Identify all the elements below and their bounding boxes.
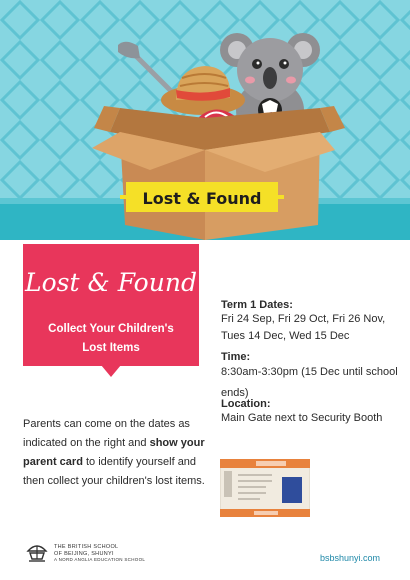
- cardboard-box-icon: [92, 106, 345, 240]
- card-subtitle-line2: Lost Items: [82, 342, 140, 354]
- location-section: [221, 398, 406, 427]
- instructions-paragraph: [23, 415, 208, 491]
- card-subtitle-line1: Collect Your Children's: [48, 323, 174, 335]
- para-text-2: to identify yourself and then collect your children's lost items.: [23, 456, 205, 487]
- time-line1: 8:30am-3:30pm (15 Dec until school: [221, 366, 398, 378]
- term-dates-section: [221, 299, 406, 345]
- location-line1: Main Gate next to Security Booth: [221, 412, 383, 424]
- card-pointer: [101, 365, 121, 377]
- parent-card-image: [220, 459, 310, 517]
- dates-line2: Tues 14 Dec, Wed 15 Dec: [221, 330, 350, 342]
- location-heading: Location:: [221, 398, 271, 410]
- para-bold: show your parent card: [23, 437, 205, 468]
- dates-heading: Term 1 Dates:: [221, 299, 293, 311]
- hero-svg: [0, 0, 410, 240]
- time-line2: ends): [221, 387, 249, 399]
- school-line2: OF BEIJING, SHUNYI: [54, 550, 114, 557]
- website-link[interactable]: bsbshunyi.com: [320, 553, 381, 563]
- dates-line1: Fri 24 Sep, Fri 29 Oct, Fri 26 Nov,: [221, 313, 386, 325]
- box-label-text: Lost & Found: [142, 189, 262, 208]
- card-title: Lost & Found: [25, 268, 197, 297]
- school-line3: A NORD ANGLIA EDUCATION SCHOOL: [54, 557, 146, 562]
- hero-illustration: [0, 0, 410, 240]
- time-section: [221, 351, 406, 402]
- time-heading: Time:: [221, 351, 251, 363]
- para-text-1: Parents can come on the dates as indicated on the right and: [23, 418, 190, 449]
- school-line1: THE BRITISH SCHOOL: [54, 544, 119, 550]
- school-crest-icon: [25, 543, 49, 563]
- school-name: [54, 544, 145, 564]
- card-subtitle: [23, 320, 199, 358]
